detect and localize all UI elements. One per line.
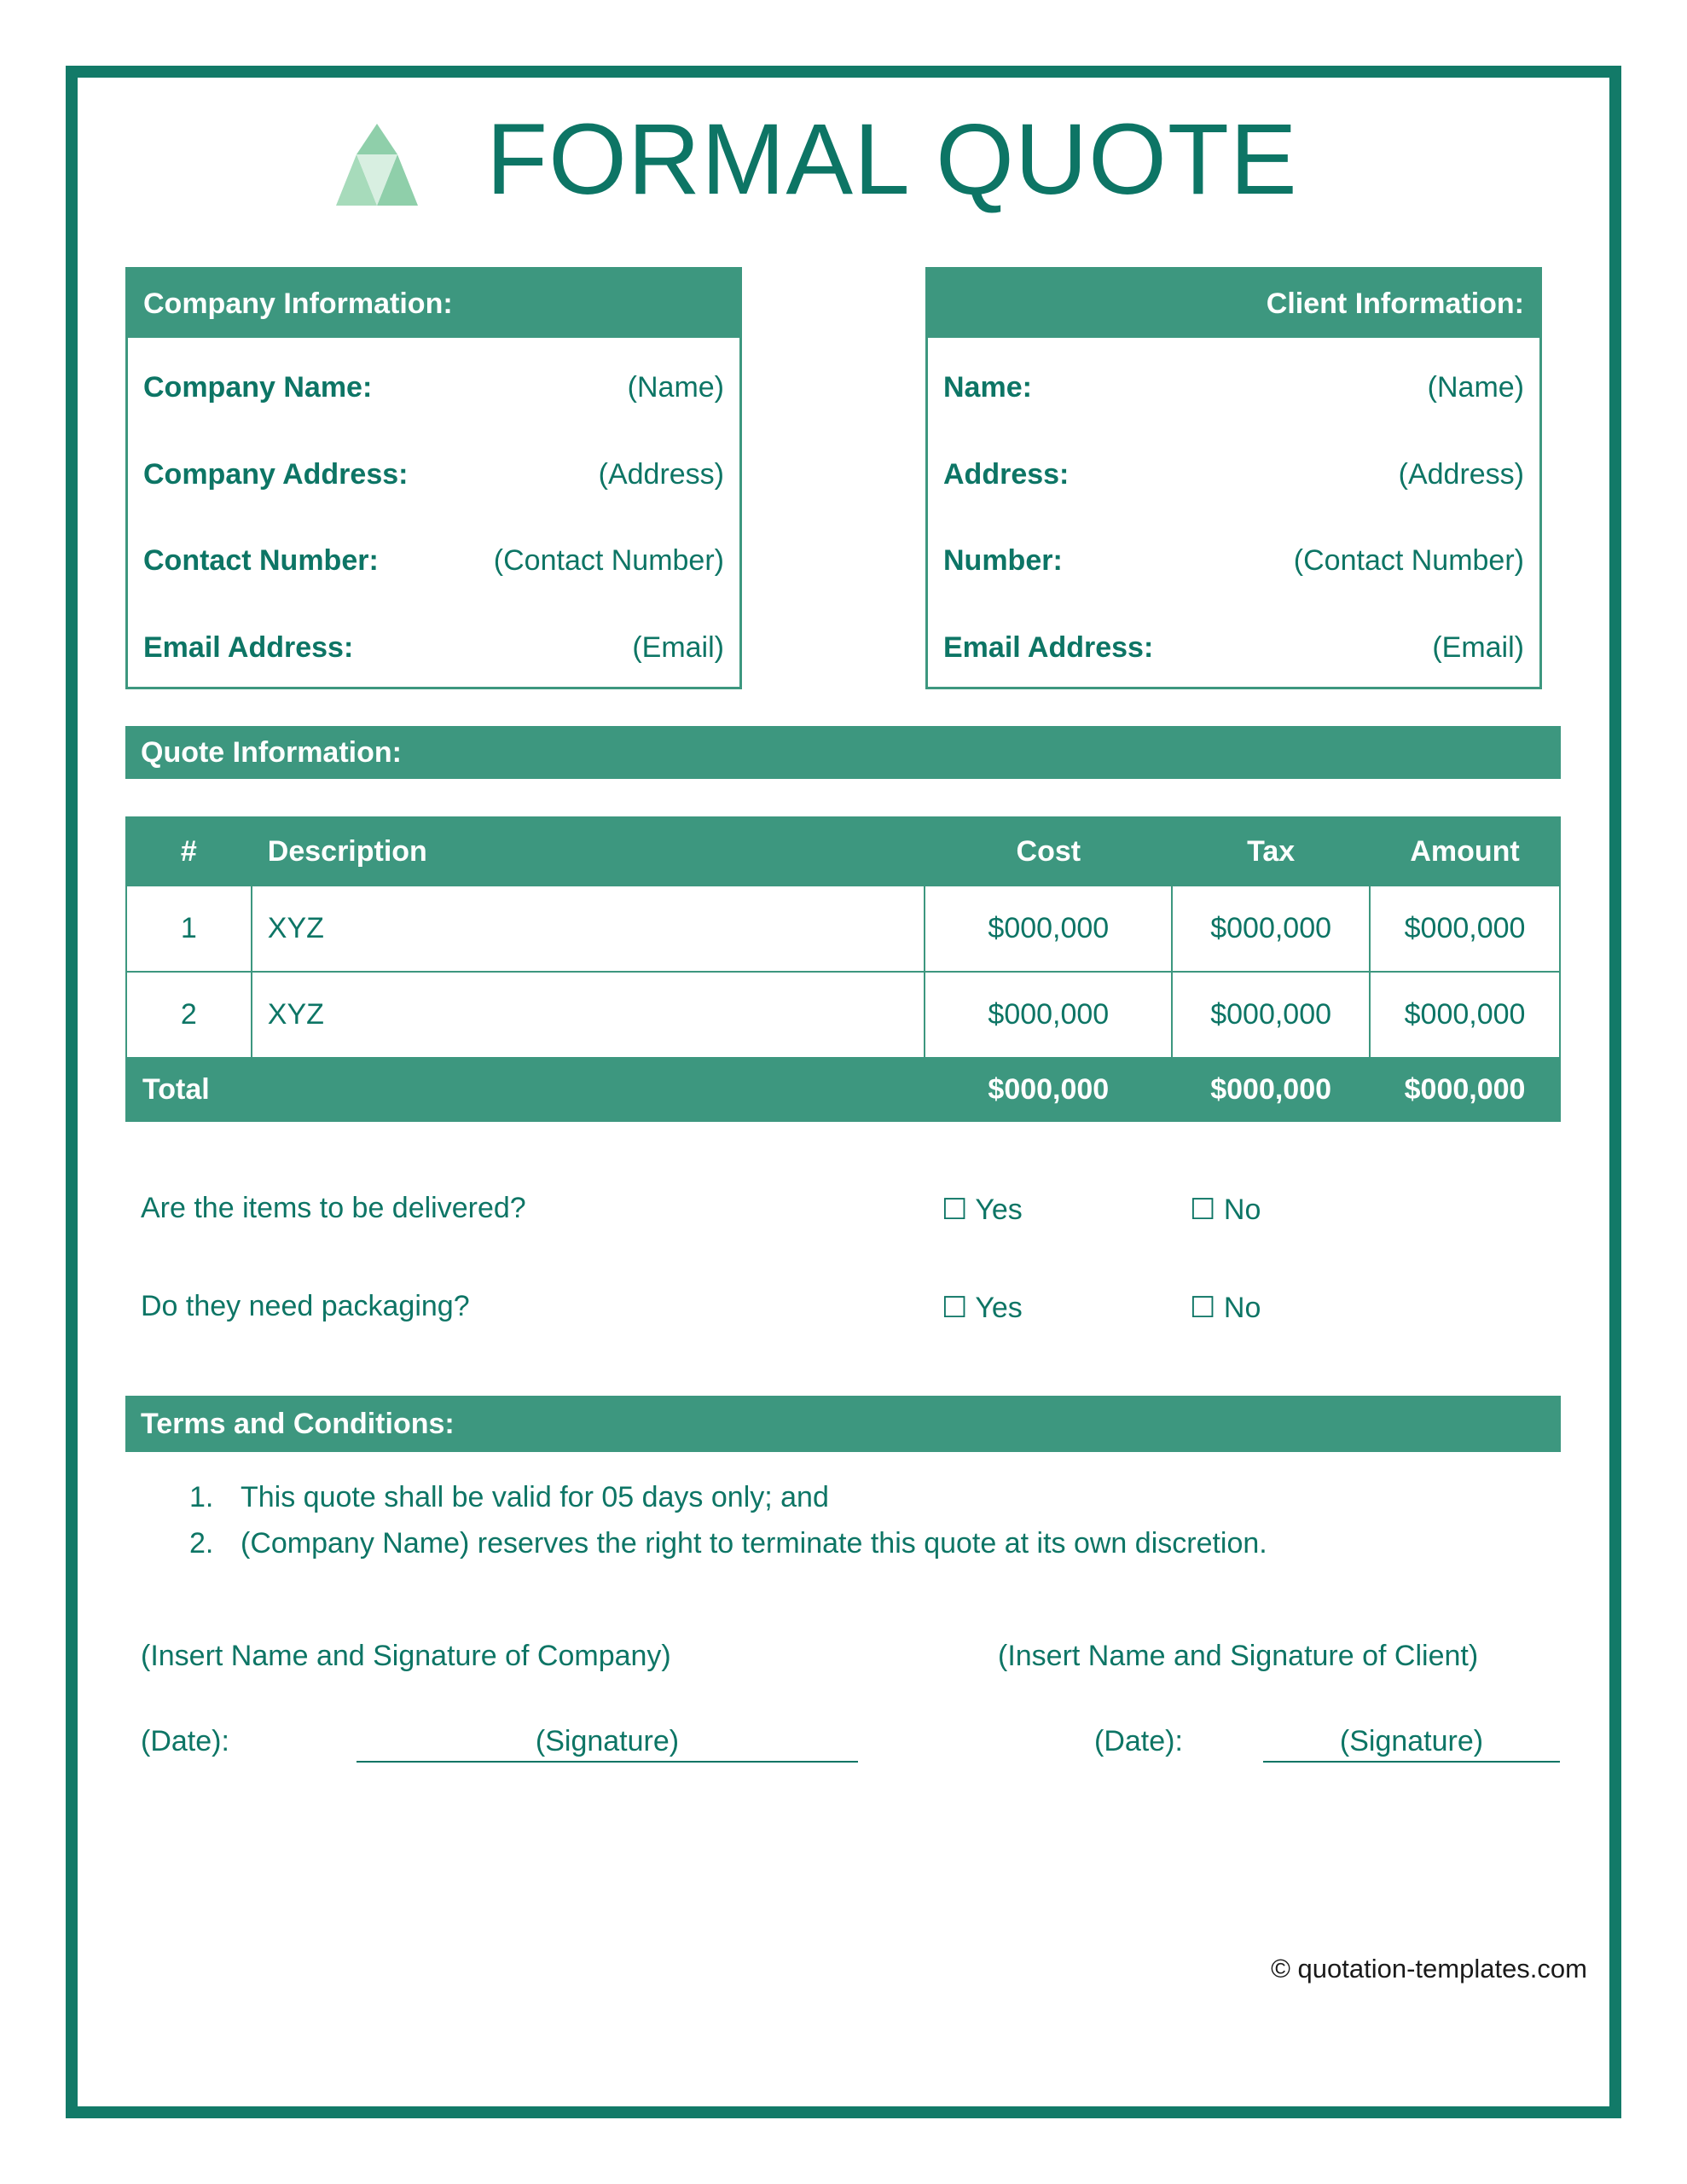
terms-item-number: 2. — [189, 1527, 214, 1560]
company-info-header: Company Information: — [128, 270, 739, 338]
client-info-box — [925, 267, 1542, 689]
client-email-row — [943, 630, 1524, 665]
row-tax[interactable]: $000,000 — [1172, 972, 1370, 1058]
field-label: Company Address: — [143, 458, 409, 491]
delivery-question: Are the items to be delivered? — [141, 1192, 526, 1224]
column-header: Amount — [1370, 817, 1560, 886]
column-header: Tax — [1172, 817, 1370, 886]
client-number-row — [943, 543, 1524, 578]
terms-header: Terms and Conditions: — [125, 1396, 1561, 1452]
row-amount[interactable]: $000,000 — [1370, 886, 1560, 972]
quote-info-header: Quote Information: — [125, 726, 1561, 779]
total-label: Total — [126, 1058, 925, 1121]
field-label: Email Address: — [143, 631, 354, 664]
column-header: Cost — [925, 817, 1172, 886]
client-name-value[interactable]: (Name) — [1427, 371, 1524, 404]
company-contact-row — [143, 543, 724, 578]
total-cost: $000,000 — [925, 1058, 1172, 1121]
company-signature-line — [357, 1761, 858, 1763]
row-number: 2 — [126, 972, 252, 1058]
triangle-logo-icon — [331, 124, 423, 206]
client-signature-line — [1263, 1761, 1560, 1763]
company-name-row — [143, 370, 724, 404]
copyright-footer: © quotation-templates.com — [1271, 1954, 1587, 1984]
client-email-value[interactable]: (Email) — [1432, 631, 1524, 664]
terms-item-text: This quote shall be valid for 05 days only; and — [241, 1481, 829, 1513]
terms-item — [189, 1480, 829, 1514]
company-signature-field[interactable]: (Signature) — [535, 1725, 680, 1757]
packaging-question: Do they need packaging? — [141, 1290, 470, 1322]
field-label: Number: — [943, 544, 1063, 577]
table-row — [126, 886, 1560, 972]
terms-item-number: 1. — [189, 1481, 214, 1513]
field-label: Email Address: — [943, 631, 1154, 664]
delivery-no-checkbox[interactable]: ☐ No — [1190, 1194, 1261, 1226]
terms-item — [189, 1526, 1267, 1560]
packaging-yes-checkbox[interactable]: ☐ Yes — [942, 1292, 1023, 1324]
client-address-value[interactable]: (Address) — [1398, 458, 1524, 491]
client-date-field[interactable]: (Date): — [1094, 1725, 1183, 1757]
row-amount[interactable]: $000,000 — [1370, 972, 1560, 1058]
client-info-header: Client Information: — [928, 270, 1539, 338]
field-label: Address: — [943, 458, 1070, 491]
company-address-value[interactable]: (Address) — [598, 458, 724, 491]
total-row — [126, 1058, 1560, 1121]
quote-table — [125, 816, 1561, 1122]
row-tax[interactable]: $000,000 — [1172, 886, 1370, 972]
company-address-row — [143, 457, 724, 491]
company-date-field[interactable]: (Date): — [141, 1725, 229, 1757]
field-label: Name: — [943, 371, 1032, 404]
client-signature-field[interactable]: (Signature) — [1339, 1725, 1484, 1757]
row-description[interactable]: XYZ — [252, 886, 925, 972]
total-tax: $000,000 — [1172, 1058, 1370, 1121]
row-cost[interactable]: $000,000 — [925, 972, 1172, 1058]
row-description[interactable]: XYZ — [252, 972, 925, 1058]
packaging-no-checkbox[interactable]: ☐ No — [1190, 1292, 1261, 1324]
field-label: Contact Number: — [143, 544, 379, 577]
table-header-row — [126, 817, 1560, 886]
row-cost[interactable]: $000,000 — [925, 886, 1172, 972]
client-address-row — [943, 457, 1524, 491]
total-amount: $000,000 — [1370, 1058, 1560, 1121]
page-title: FORMAL QUOTE — [486, 103, 1298, 216]
table-row — [126, 972, 1560, 1058]
client-number-value[interactable]: (Contact Number) — [1293, 544, 1524, 577]
column-header: # — [126, 817, 252, 886]
company-name-value[interactable]: (Name) — [627, 371, 724, 404]
client-signature-label: (Insert Name and Signature of Client) — [998, 1640, 1479, 1672]
client-name-row — [943, 370, 1524, 404]
company-info-box — [125, 267, 742, 689]
field-label: Company Name: — [143, 371, 373, 404]
company-email-value[interactable]: (Email) — [632, 631, 724, 664]
company-signature-label: (Insert Name and Signature of Company) — [141, 1640, 671, 1672]
company-contact-value[interactable]: (Contact Number) — [493, 544, 724, 577]
delivery-yes-checkbox[interactable]: ☐ Yes — [942, 1194, 1023, 1226]
column-header: Description — [252, 817, 925, 886]
company-email-row — [143, 630, 724, 665]
row-number: 1 — [126, 886, 252, 972]
terms-item-text: (Company Name) reserves the right to terminate this quote at its own discretion. — [241, 1527, 1267, 1560]
